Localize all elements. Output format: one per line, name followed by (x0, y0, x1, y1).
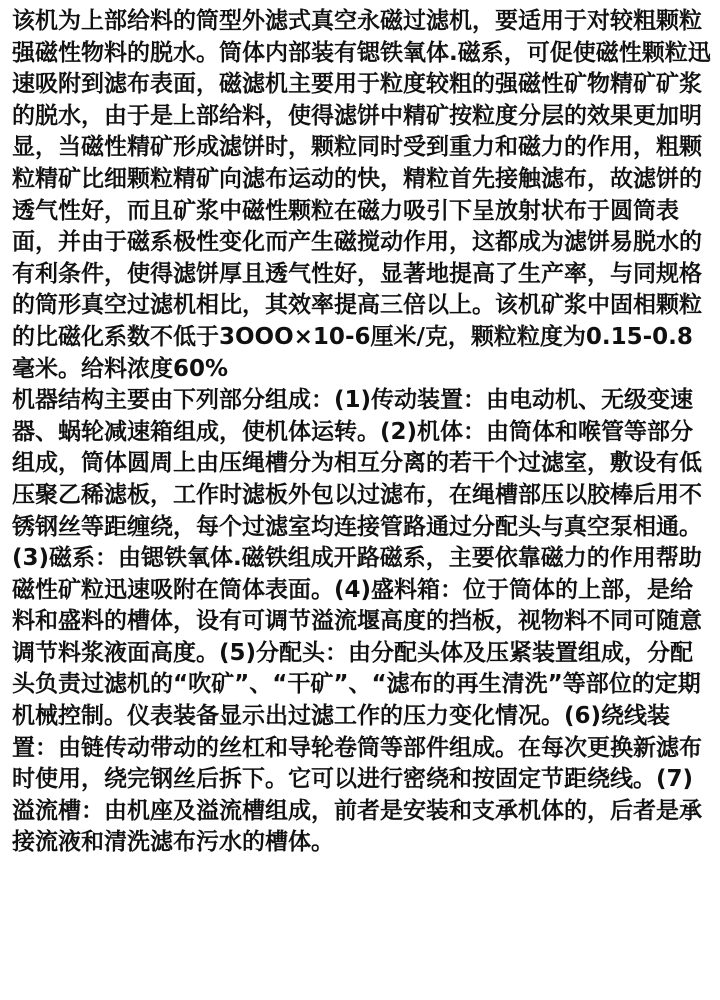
paragraph-structure: 机器结构主要由下列部分组成：(1)传动装置：由电动机、无级变速器、蜗轮减速箱组成，使机体运转。(2)机体：由筒体和喉管等部分组成，筒体圆周上由压绳槽分为相互分离的若干个过滤室，敷设有低压聚乙稀滤板，工作时滤板外包以过滤布，在绳槽部压以胶棒后用不锈钢丝等距缠绕，每个过滤室均连接管路通过分配头与真空泵相通。(3)磁系：由锶铁氧体.磁铁组成开路磁系，主要依靠磁力的作用帮助磁性矿粒迅速吸附在筒体表面。(4)盛料箱：位于筒体的上部，是给料和盛料的槽体，设有可调节溢流堰高度的挡板，视物料不同可随意调节料浆液面高度。(5)分配头：由分配头体及压紧装置组成，分配头负责过滤机的“吹矿”、“干矿”、“滤布的再生清洗”等部位的定期机械控制。仪表装备显示出过滤工作的压力变化情况。(6)绕线装置：由链传动带动的丝杠和导轮卷筒等部件组成。在每次更换新滤布时使用，绕完钢丝后拆下。它可以进行密绕和按固定节距绕线。(7)溢流槽：由机座及溢流槽组成，前者是安装和支承机体的，后者是承接流液和清洗滤布污水的槽体。 (12, 387, 702, 856)
paragraph-intro: 该机为上部给料的筒型外滤式真空永磁过滤机，要适用于对较粗颗粒强磁性物料的脱水。筒体内部装有锶铁氧体.磁系，可促使磁性颗粒迅速吸附到滤布表面，磁滤机主要用于粒度较粗的强磁性矿物精矿矿浆的脱水，由于是上部给料，使得滤饼中精矿按粒度分层的效果更加明显，当磁性精矿形成滤饼时，颗粒同时受到重力和磁力的作用，粗颗粒精矿比细颗粒精矿向滤布运动的快，精粒首先接触滤布，故滤饼的透气性好，而且矿浆中磁性颗粒在磁力吸引下呈放射状布于圆筒表面，并由于磁系极性变化而产生磁搅动作用，这都成为滤饼易脱水的有利条件，使得滤饼厚且透气性好，显著地提高了生产率，与同规格的筒形真空过滤机相比，其效率提高三倍以上。该机矿浆中固相颗粒的比磁化系数不低于3OOO×10-6厘米/克，颗粒粒度为0.15-0.8毫米。给料浓度60% (12, 8, 711, 382)
